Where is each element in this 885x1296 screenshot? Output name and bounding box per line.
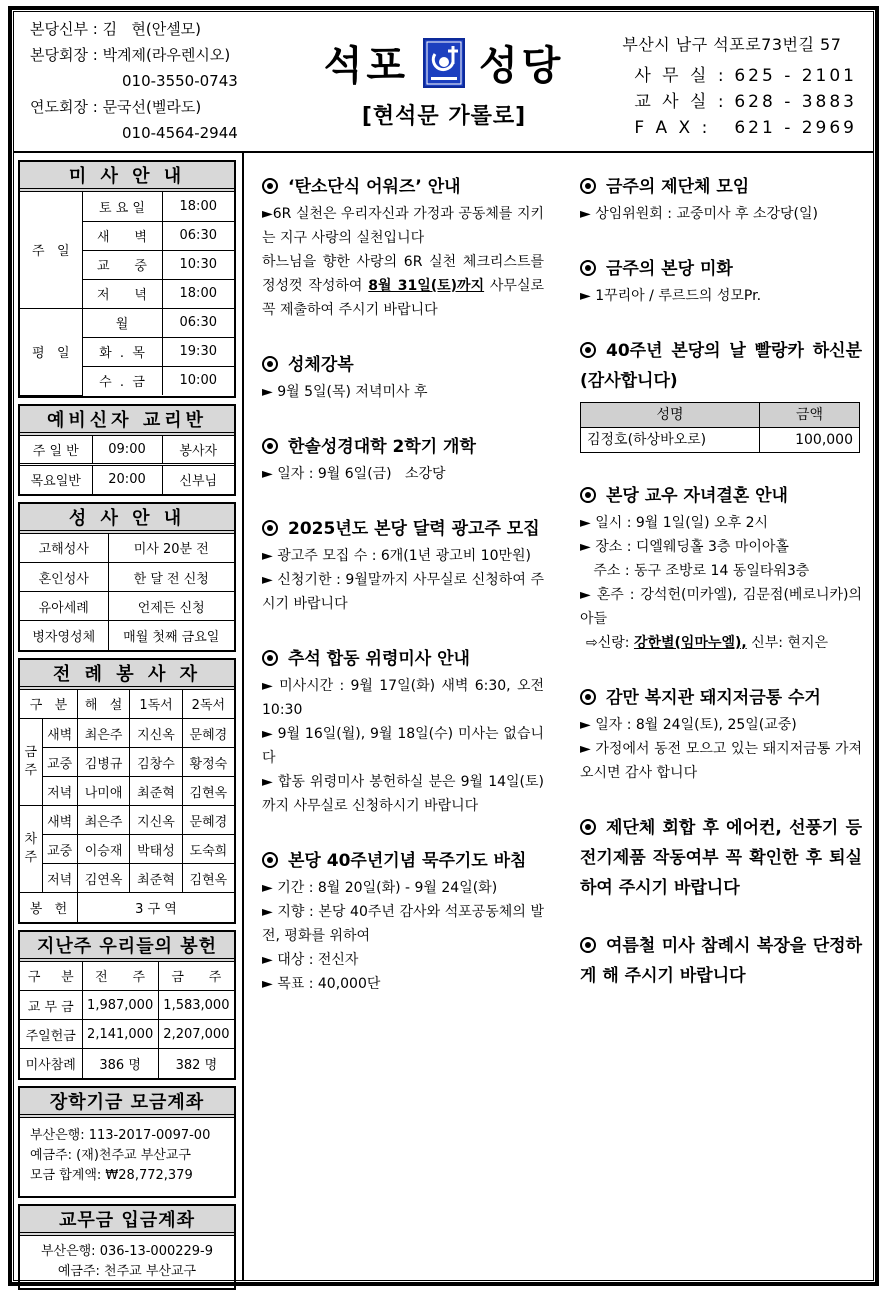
scholarship-account-details: 부산은행: 113-2017-0097-00 예금주: (재)천주교 부산교구 모금 합계액: ₩28,772,379 (30, 1127, 211, 1183)
bulletin-header (14, 12, 873, 153)
union-label: 연도회장 : (30, 98, 103, 116)
contact-info (622, 32, 857, 141)
dues-account-box (18, 1204, 236, 1290)
contact-office: 사 무 실 : 625 - 2101 (634, 66, 857, 86)
right-column (580, 172, 862, 1019)
offerings-title: 지난주 우리들의 봉헌 (20, 932, 234, 962)
church-logo-icon (423, 38, 465, 88)
church-address: 부산시 남구 석포로73번길 57 (622, 35, 842, 54)
radio-bullet-icon (580, 937, 596, 953)
notice-bible-college: 한솔성경대학 2학기 개학 ► 일자 : 9월 6일(금) 소강당 (262, 437, 476, 482)
president-name: 박계제(라우렌시오) (102, 46, 231, 64)
mass-schedule-table: 주 일 토 요 일 18:00 새 벽 06:30 교 중 10:30 저 녁 18:00 평 일 월 06:30 화 . 목 19:30 수 . 금 10:00 (20, 192, 234, 396)
liturgy-servers-title: 전 례 봉 사 자 (20, 660, 234, 690)
radio-bullet-icon (262, 852, 278, 868)
radio-bullet-icon (580, 342, 596, 358)
notice-carbon-fasting: ‘탄소단식 어워즈’ 안내 ►6R 실천은 우리자신과 가정과 공동체를 지키는 지구 사랑의 실천입니다 하느님을 향한 사랑의 6R 실천 체크리스트를 정성껏 작성하여 8월 31일(토)까지 사무실로 꼭 제출하여 주시기 바랍니다 (262, 177, 544, 318)
priest-label: 본당신부 : (30, 20, 103, 38)
sacraments-title: 성 사 안 내 (20, 504, 234, 534)
donation-table: 성명 금액 김정호(하상바오로) 100,000 (580, 402, 860, 453)
church-title-block (304, 34, 584, 130)
groom-name: 강한별(임마누엘), (633, 635, 747, 651)
offerings-box (18, 930, 236, 1080)
mass-schedule-box (18, 160, 236, 398)
notice-wedding: 본당 교우 자녀결혼 안내 ► 일시 : 9월 1일(일) 오후 2시 ► 장소 : 디엘웨딩홀 3층 마이아홀 주소 : 동구 조방로 14 동일타워3층 ► 혼주 : 강석헌(미카엘), 김문점(베로니카)의 아들 ⇨신랑: 강한별(임마누엘), 신부: 현지은 (580, 486, 862, 651)
sacraments-box (18, 502, 236, 652)
union-phone: 010-4564-2944 (122, 124, 238, 142)
radio-bullet-icon (580, 178, 596, 194)
radio-bullet-icon (580, 819, 596, 835)
union-name: 문국선(벨라도) (102, 98, 202, 116)
notice-group-meetings: 금주의 제단체 모임 ► 상임위원회 : 교중미사 후 소강당(일) (580, 177, 818, 222)
radio-bullet-icon (262, 356, 278, 372)
dues-account-details: 부산은행: 036-13-000229-9 예금주: 천주교 부산교구 (40, 1243, 214, 1279)
sacraments-table: 고해성사 미사 20분 전 혼인성사 한 달 전 신청 유아세례 언제든 신청 병자영성체 매월 첫째 금요일 (20, 534, 234, 650)
notice-rosary-offering: 본당 40주년기념 묵주기도 바침 ► 기간 : 8월 20일(화) - 9월 24일(화) ► 지향 : 본당 40주년 감사와 석포공동체의 발전, 평화를 위하여 ► 대상 : 전신자 ► 목표 : 40,000단 (262, 851, 544, 992)
middle-column (262, 172, 544, 1024)
radio-bullet-icon (262, 438, 278, 454)
catechumen-class-box (18, 404, 236, 496)
catechumen-class-table: 주 일 반 09:00 봉사자 목요일반 20:00 신부님 (20, 436, 234, 494)
table-row: 김정호(하상바오로) 100,000 (581, 428, 860, 453)
scholarship-account-box (18, 1086, 236, 1198)
president-label: 본당회장 : (30, 46, 103, 64)
radio-bullet-icon (580, 689, 596, 705)
liturgy-servers-table: 구 분 해 설 1독서 2독서 금주 새벽 최은주 지신옥 문혜경 교중 김병규 김창수 황정숙 저녁 나미애 최준혁 김현옥 차주 새벽 최은주 지신옥 문혜경 교중 이승재 박태성 도숙희 저녁 김연옥 최준혁 김현옥 봉 헌 3 구 역 (20, 690, 234, 922)
radio-bullet-icon (262, 520, 278, 536)
radio-bullet-icon (580, 260, 596, 276)
notice-appliance-check: 제단체 회합 후 에어컨, 선풍기 등 전기제품 작동여부 꼭 확인한 후 퇴실하여 주시기 바랍니다 (580, 818, 862, 898)
sidebar (18, 160, 236, 1296)
contact-fax: F A X : 621 - 2969 (634, 118, 857, 138)
liturgy-servers-box (18, 658, 236, 924)
staff-info (30, 16, 238, 146)
catechumen-class-title: 예비신자 교리반 (20, 406, 234, 436)
patron-subtitle: [현석문 가롤로] (361, 104, 527, 129)
title-left: 석포 (323, 43, 409, 89)
notice-chuseok-memorial-mass: 추석 합동 위령미사 안내 ► 미사시간 : 9월 17일(화) 새벽 6:30, 오전 10:30 ► 9월 16일(월), 9월 18일(수) 미사는 없습니다 ► 합동 위령미사 봉헌하실 분은 9월 14일(토)까지 사무실로 신청하시기 바랍니다 (262, 649, 544, 814)
president-phone: 010-3550-0743 (122, 72, 238, 90)
offerings-table: 구 분 전 주 금 주 교 무 금 1,987,000 1,583,000 주일헌금 2,141,000 2,207,000 미사참례 386 명 382 명 (20, 962, 234, 1078)
radio-bullet-icon (262, 178, 278, 194)
notice-benediction: 성체강복 ► 9월 5일(목) 저녁미사 후 (262, 355, 428, 400)
priest-name: 김 현(안셀모) (102, 20, 202, 38)
contact-teachers-room: 교 사 실 : 628 - 3883 (634, 92, 857, 112)
dues-account-title: 교무금 입금계좌 (20, 1206, 234, 1236)
notice-summer-dress-code: 여름철 미사 참례시 복장을 단정하게 해 주시기 바랍니다 (580, 936, 862, 986)
scholarship-account-title: 장학기금 모금계좌 (20, 1088, 234, 1118)
notice-palanca-donors: 40주년 본당의 날 빨랑카 하신분(감사합니다) 성명 금액 김정호(하상바오로) 100,000 (580, 336, 862, 453)
radio-bullet-icon (580, 487, 596, 503)
title-right: 성당 (479, 43, 565, 89)
notice-calendar-advertisers: 2025년도 본당 달력 광고주 모집 ► 광고주 모집 수 : 6개(1년 광고비 10만원) ► 신청기한 : 9월말까지 사무실로 신청하여 주시기 바랍니다 (262, 519, 544, 612)
radio-bullet-icon (262, 650, 278, 666)
mass-schedule-title: 미 사 안 내 (20, 162, 234, 192)
notice-church-cleaning: 금주의 본당 미화 ► 1꾸리아 / 루르드의 성모Pr. (580, 259, 762, 304)
notice-piggy-bank-collection: 감만 복지관 돼지저금통 수거 ► 일자 : 8월 24일(토), 25일(교중) ► 가정에서 동전 모으고 있는 돼지저금통 가져오시면 감사 합니다 (580, 688, 862, 781)
column-divider (242, 153, 244, 1281)
deadline-highlight: 8월 31일(토)까지 (368, 278, 485, 294)
